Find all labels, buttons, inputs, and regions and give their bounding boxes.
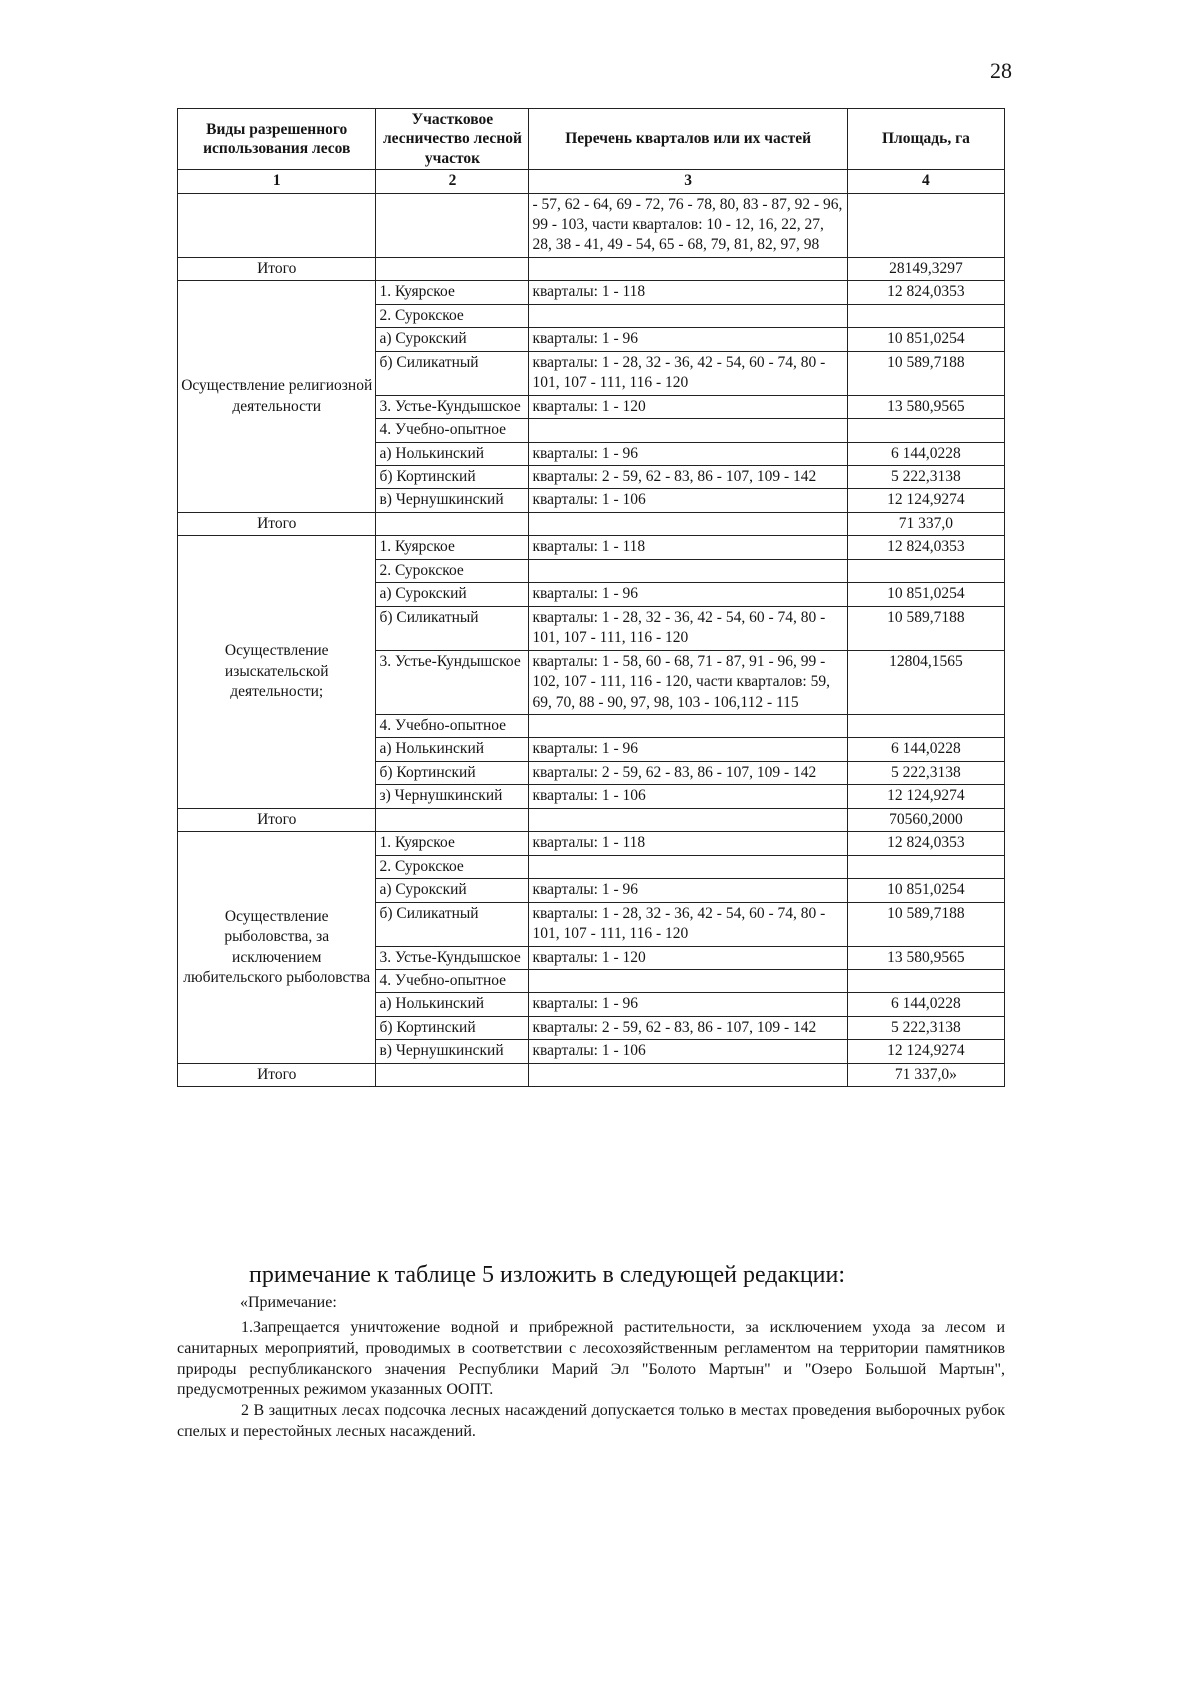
quarters-cell [529, 419, 847, 442]
forestry-cell: б) Кортинский [376, 761, 529, 784]
forestry-cell: 3. Устье-Кундышское [376, 650, 529, 714]
forestry-cell: а) Нолькинский [376, 993, 529, 1016]
quarters-cell: кварталы: 1 - 96 [529, 738, 847, 761]
quarters-cell: кварталы: 1 - 106 [529, 489, 847, 512]
quarters-cell: кварталы: 1 - 106 [529, 785, 847, 808]
area-cell: 5 222,3138 [847, 466, 1004, 489]
area-cell [847, 715, 1004, 738]
area-cell [847, 304, 1004, 327]
col-number: 1 [178, 170, 376, 193]
forestry-cell: 4. Учебно-опытное [376, 419, 529, 442]
total-row [178, 808, 1005, 831]
area-cell: 13 580,9565 [847, 946, 1004, 969]
area-cell: 5 222,3138 [847, 761, 1004, 784]
forestry-cell: б) Силикатный [376, 351, 529, 395]
forestry-cell: 1. Куярское [376, 832, 529, 855]
note-paragraph: 2 В защитных лесах подсочка лесных насаждений допускается только в местах проведения выборочных рубок спелых и перестойных лесных насаждений. [177, 1402, 1005, 1440]
use-type-cell: Осуществление изыскательской деятельности; [178, 536, 376, 808]
area-cell: 6 144,0228 [847, 738, 1004, 761]
area-cell: 12 124,9274 [847, 1040, 1004, 1063]
quarters-cell: кварталы: 1 - 28, 32 - 36, 42 - 54, 60 - 74, 80 - 101, 107 - 111, 116 - 120 [529, 351, 847, 395]
total-label: Итого [178, 808, 376, 831]
area-cell: 12 824,0353 [847, 536, 1004, 559]
forestry-cell: б) Силикатный [376, 902, 529, 946]
forestry-cell: 3. Устье-Кундышское [376, 395, 529, 418]
forestry-cell: 2. Сурокское [376, 559, 529, 582]
quarters-cell [529, 715, 847, 738]
quarters-cell: кварталы: 1 - 96 [529, 993, 847, 1016]
quarters-cell: кварталы: 1 - 118 [529, 536, 847, 559]
quarters-cell: кварталы: 1 - 96 [529, 879, 847, 902]
area-cell: 12 124,9274 [847, 785, 1004, 808]
forestry-cell: 4. Учебно-опытное [376, 969, 529, 992]
forestry-cell: б) Кортинский [376, 1016, 529, 1039]
area-cell: 12 124,9274 [847, 489, 1004, 512]
total-label: Итого [178, 1063, 376, 1086]
forest-use-table [177, 108, 1005, 1087]
forestry-cell: в) Чернушкинский [376, 489, 529, 512]
quarters-cell: кварталы: 1 - 58, 60 - 68, 71 - 87, 91 - 96, 99 - 102, 107 - 111, 116 - 120, части кварталов: 59, 69, 70, 88 - 90, 97, 98, 103 - 106,112 - 115 [529, 650, 847, 714]
total-value: 71 337,0 [847, 512, 1004, 535]
quarters-cell: кварталы: 1 - 120 [529, 946, 847, 969]
forestry-cell: а) Нолькинский [376, 738, 529, 761]
area-cell: 12 824,0353 [847, 281, 1004, 304]
forestry-cell: 2. Сурокское [376, 855, 529, 878]
header-forestry: Участковое лесничество лесной участок [376, 109, 529, 170]
use-type-cell: Осуществление рыболовства, за исключением любительского рыболовства [178, 832, 376, 1064]
quarters-cell: кварталы: 1 - 28, 32 - 36, 42 - 54, 60 - 74, 80 - 101, 107 - 111, 116 - 120 [529, 606, 847, 650]
forestry-cell: б) Кортинский [376, 466, 529, 489]
forestry-cell: 4. Учебно-опытное [376, 715, 529, 738]
header-use-type: Виды разрешенного использования лесов [178, 109, 376, 170]
quarters-cell: кварталы: 1 - 120 [529, 395, 847, 418]
forestry-cell: б) Силикатный [376, 606, 529, 650]
quarters-cell: кварталы: 2 - 59, 62 - 83, 86 - 107, 109 - 142 [529, 466, 847, 489]
area-cell: 10 851,0254 [847, 583, 1004, 606]
use-type-cell: Осуществление религиозной деятельности [178, 281, 376, 513]
table-row [178, 832, 1005, 855]
note-title: примечание к таблице 5 изложить в следующей редакции: [248, 1262, 846, 1288]
area-cell: 10 851,0254 [847, 879, 1004, 902]
total-value: 71 337,0» [847, 1063, 1004, 1086]
quarters-cell [529, 304, 847, 327]
quarters-cell: кварталы: 1 - 96 [529, 442, 847, 465]
header-quarters: Перечень кварталов или их частей [529, 109, 847, 170]
forestry-cell: а) Нолькинский [376, 442, 529, 465]
area-cell: 12804,1565 [847, 650, 1004, 714]
table-row [178, 281, 1005, 304]
column-number-row [178, 170, 1005, 193]
area-cell [847, 419, 1004, 442]
table-row [178, 536, 1005, 559]
area-cell: 6 144,0228 [847, 993, 1004, 1016]
col-number: 3 [529, 170, 847, 193]
total-label: Итого [178, 512, 376, 535]
area-cell: 10 589,7188 [847, 902, 1004, 946]
area-cell [847, 559, 1004, 582]
quarters-cell: кварталы: 1 - 96 [529, 583, 847, 606]
note-paragraph: 1.Запрещается уничтожение водной и прибрежной растительности, за исключением ухода за лесом и санитарных мероприятий, проводимых в соответствии с лесохозяйственным регламентом на территории памятников природы республиканского значения Республики Марий Эл "Болото Мартын" и "Озеро Большой Мартын", предусмотренных режимом указанных ООПТ. [177, 1319, 1005, 1399]
col-number: 2 [376, 170, 529, 193]
forestry-cell: з) Чернушкинский [376, 785, 529, 808]
table-row [178, 193, 1005, 257]
quarters-cell [529, 969, 847, 992]
total-row [178, 512, 1005, 535]
quarters-cell: кварталы: 1 - 118 [529, 281, 847, 304]
forestry-cell: а) Сурокский [376, 328, 529, 351]
area-cell: 10 851,0254 [847, 328, 1004, 351]
forestry-cell: а) Сурокский [376, 879, 529, 902]
col-number: 4 [847, 170, 1004, 193]
table-body [178, 193, 1005, 1087]
quarters-cell [529, 855, 847, 878]
quarters-cell: кварталы: 1 - 106 [529, 1040, 847, 1063]
area-cell [847, 855, 1004, 878]
total-row [178, 257, 1005, 280]
forestry-cell: в) Чернушкинский [376, 1040, 529, 1063]
area-cell: 10 589,7188 [847, 351, 1004, 395]
forestry-cell: 3. Устье-Кундышское [376, 946, 529, 969]
table-header-row [178, 109, 1005, 170]
total-value: 28149,3297 [847, 257, 1004, 280]
note-label: «Примечание: [240, 1294, 337, 1311]
forestry-cell: 2. Сурокское [376, 304, 529, 327]
note-body [177, 1318, 1005, 1443]
quarters-cell: кварталы: 1 - 96 [529, 328, 847, 351]
area-cell: 13 580,9565 [847, 395, 1004, 418]
area-cell: 10 589,7188 [847, 606, 1004, 650]
quarters-cell: кварталы: 2 - 59, 62 - 83, 86 - 107, 109 - 142 [529, 761, 847, 784]
page-number: 28 [990, 58, 1012, 83]
quarters-cell: кварталы: 2 - 59, 62 - 83, 86 - 107, 109 - 142 [529, 1016, 847, 1039]
forestry-cell: 1. Куярское [376, 281, 529, 304]
forestry-cell: а) Сурокский [376, 583, 529, 606]
header-area: Площадь, га [847, 109, 1004, 170]
quarters-cell: кварталы: 1 - 28, 32 - 36, 42 - 54, 60 - 74, 80 - 101, 107 - 111, 116 - 120 [529, 902, 847, 946]
total-label: Итого [178, 257, 376, 280]
quarters-cell: кварталы: 1 - 118 [529, 832, 847, 855]
total-value: 70560,2000 [847, 808, 1004, 831]
area-cell: 6 144,0228 [847, 442, 1004, 465]
quarters-cell [529, 559, 847, 582]
area-cell [847, 969, 1004, 992]
total-row [178, 1063, 1005, 1086]
area-cell: 12 824,0353 [847, 832, 1004, 855]
quarters-cell: - 57, 62 - 64, 69 - 72, 76 - 78, 80, 83 - 87, 92 - 96, 99 - 103, части кварталов: 10 - 12, 16, 22, 27, 28, 38 - 41, 49 - 54, 65 - 68, 79, 81, 82, 97, 98 [529, 193, 847, 257]
area-cell: 5 222,3138 [847, 1016, 1004, 1039]
forestry-cell: 1. Куярское [376, 536, 529, 559]
